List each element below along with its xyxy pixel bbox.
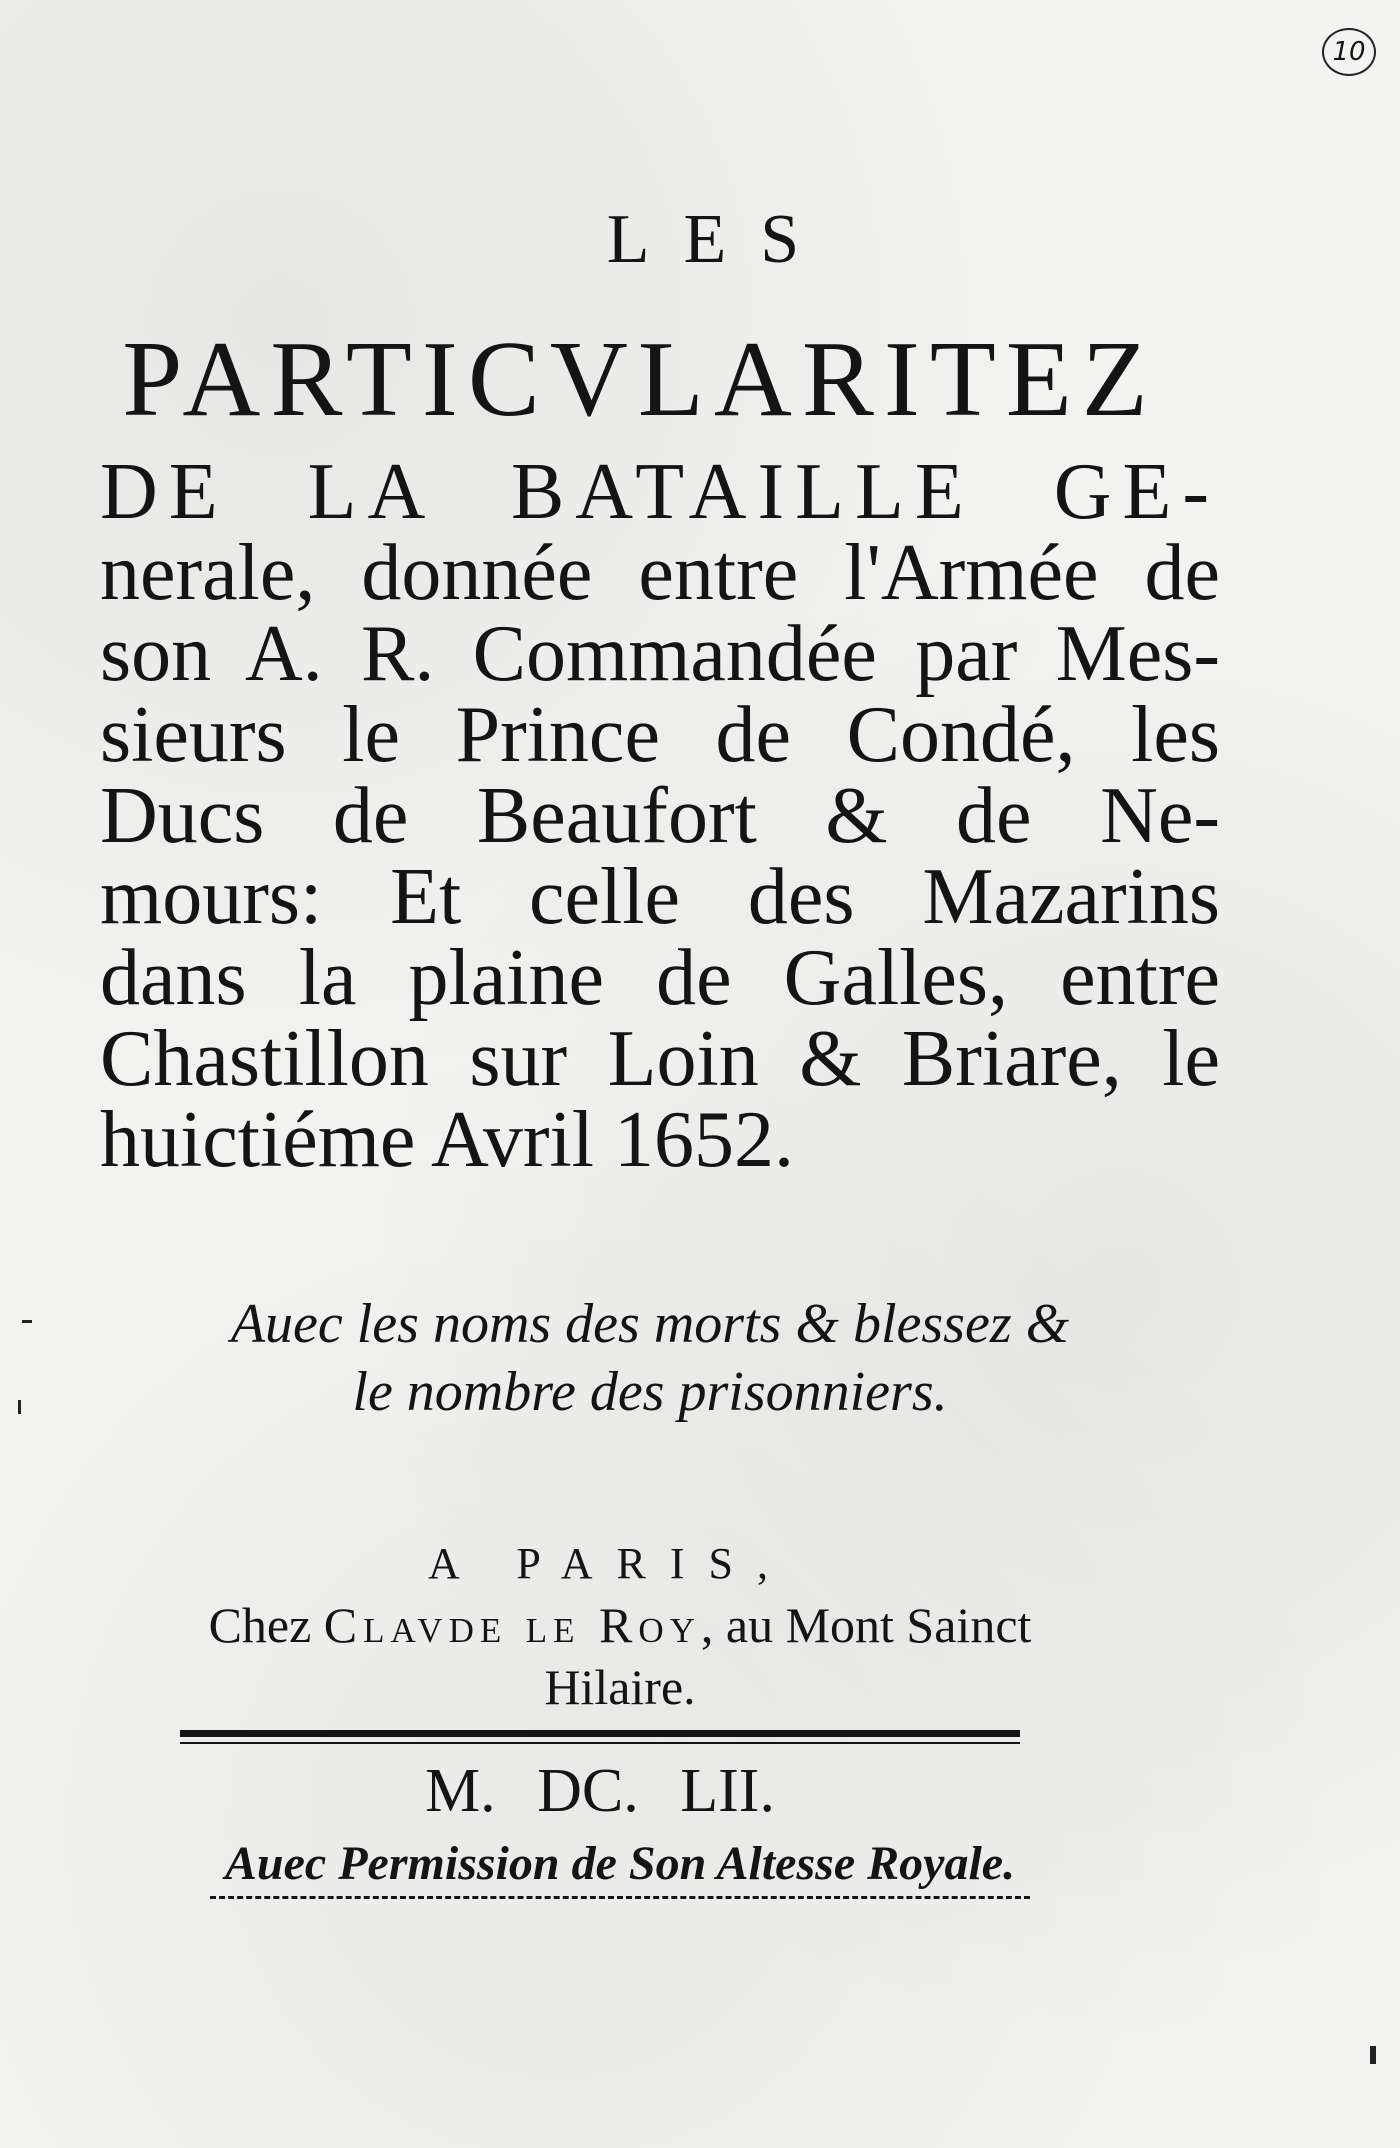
description-line: Chastillon sur Loin & Briare, le bbox=[100, 1015, 1220, 1103]
imprint-city: A PARIS, bbox=[427, 1539, 793, 1588]
subtitle bbox=[150, 1290, 1150, 1426]
description-line: dans la plaine de Galles, entre bbox=[100, 934, 1220, 1022]
title-description bbox=[100, 448, 1220, 1184]
permission-line: Auec Permission de Son Altesse Royale. bbox=[224, 1837, 1016, 1890]
rule-thick bbox=[180, 1730, 1020, 1737]
subtitle-line: le nombre des prisonniers. bbox=[352, 1361, 948, 1423]
description-line: Ducs de Beaufort & de Ne- bbox=[100, 772, 1220, 860]
publisher-name: Clavde le Roy bbox=[323, 1597, 701, 1653]
title-les: LES bbox=[606, 201, 834, 278]
description-line: nerale, donnée entre l'Armée de bbox=[100, 529, 1220, 617]
publisher-prefix: Chez bbox=[208, 1597, 312, 1653]
imprint-publisher bbox=[70, 1594, 1170, 1718]
description-line: sieurs le Prince de Condé, les bbox=[100, 691, 1220, 779]
publisher-suffix: , au Mont Sainct bbox=[700, 1597, 1032, 1653]
publisher-line2: Hilaire. bbox=[544, 1659, 696, 1715]
description-line: DE LA BATAILLE GE- bbox=[100, 448, 1220, 536]
rule-thin bbox=[180, 1742, 1020, 1744]
subtitle-line: Auec les noms des morts & blessez & bbox=[230, 1293, 1070, 1355]
description-line: son A. R. Commandée par Mes- bbox=[100, 610, 1220, 698]
title-main: PARTICVLARITEZ bbox=[122, 320, 1158, 439]
margin-mark bbox=[18, 1400, 21, 1414]
description-line: mours: Et celle des Mazarins bbox=[100, 853, 1220, 941]
publication-year: M. DC. LII. bbox=[425, 1757, 775, 1825]
description-line: huictiéme Avril 1652. bbox=[100, 1096, 794, 1184]
margin-mark bbox=[1370, 2046, 1376, 2064]
rule-dashed bbox=[210, 1896, 1030, 1899]
margin-mark bbox=[22, 1320, 32, 1323]
folio-number: 10 bbox=[1322, 28, 1376, 76]
